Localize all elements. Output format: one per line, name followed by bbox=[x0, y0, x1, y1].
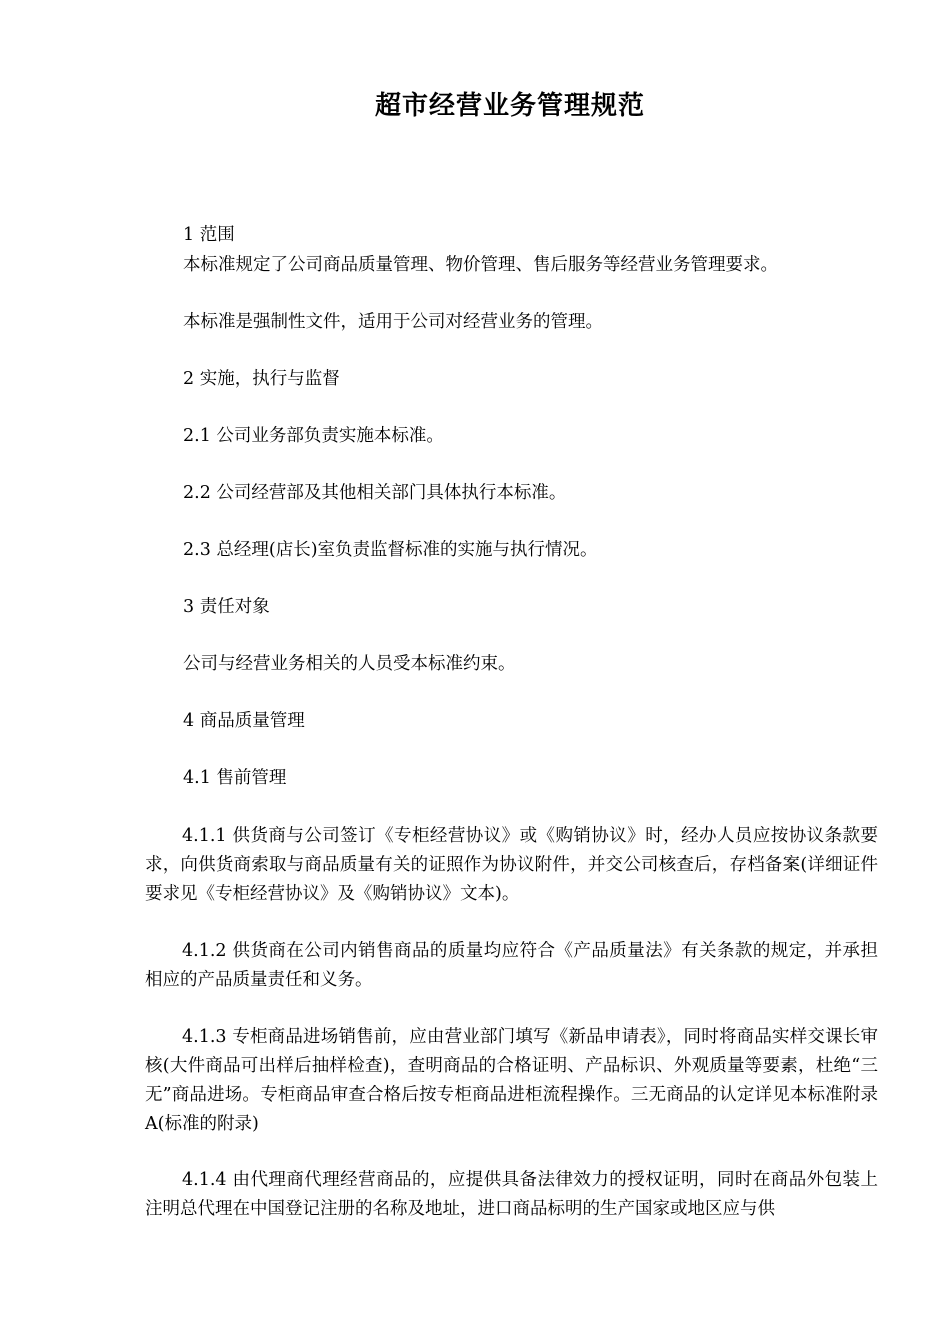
clause-text: 4.1.1 供货商与公司签订《专柜经营协议》或《购销协议》时，经办人员应按协议条款要求，向供货商索取与商品质量有关的证照作为协议附件，并交公司核查后，存档备案(详细证件要求见《专柜经营协议》及《购销协议》文本)。 bbox=[145, 826, 878, 904]
clause-paragraph bbox=[145, 937, 878, 995]
body-line: 本标准是强制性文件，适用于公司对经营业务的管理。 bbox=[183, 312, 603, 332]
clause-text: 4.1.2 供货商在公司内销售商品的质量均应符合《产品质量法》有关条款的规定，并承担相应的产品质量责任和义务。 bbox=[145, 941, 878, 990]
section-heading-scope: 1 范围 bbox=[183, 225, 235, 245]
clause-paragraph bbox=[145, 1166, 878, 1224]
section-heading-responsibility: 3 责任对象 bbox=[183, 597, 270, 617]
clause-paragraph bbox=[145, 1023, 878, 1139]
clause-text: 4.1.3 专柜商品进场销售前，应由营业部门填写《新品申请表》，同时将商品实样交课长审核(大件商品可出样后抽样检查)，查明商品的合格证明、产品标识、外观质量等要素，杜绝“三无”商品进场。专柜商品审查合格后按专柜商品进柜流程操作。三无商品的认定详见本标准附录 A(标准的附录) bbox=[145, 1027, 878, 1134]
body-line: 本标准规定了公司商品质量管理、物价管理、售后服务等经营业务管理要求。 bbox=[183, 255, 778, 275]
subsection-heading-presale: 4.1 售前管理 bbox=[183, 768, 287, 788]
clause-text: 4.1.4 由代理商代理经营商品的，应提供具备法律效力的授权证明，同时在商品外包装上注明总代理在中国登记注册的名称及地址，进口商品标明的生产国家或地区应与供 bbox=[145, 1170, 878, 1219]
clause-line: 2.1 公司业务部负责实施本标准。 bbox=[183, 426, 444, 446]
document-title: 超市经营业务管理规范 bbox=[374, 91, 645, 121]
section-heading-quality: 4 商品质量管理 bbox=[183, 711, 305, 731]
section-heading-implementation: 2 实施，执行与监督 bbox=[183, 369, 340, 389]
clause-paragraph bbox=[145, 822, 878, 909]
body-line: 公司与经营业务相关的人员受本标准约束。 bbox=[183, 654, 516, 674]
clause-line: 2.3 总经理(店长)室负责监督标准的实施与执行情况。 bbox=[183, 540, 598, 560]
clause-line: 2.2 公司经营部及其他相关部门具体执行本标准。 bbox=[183, 483, 567, 503]
